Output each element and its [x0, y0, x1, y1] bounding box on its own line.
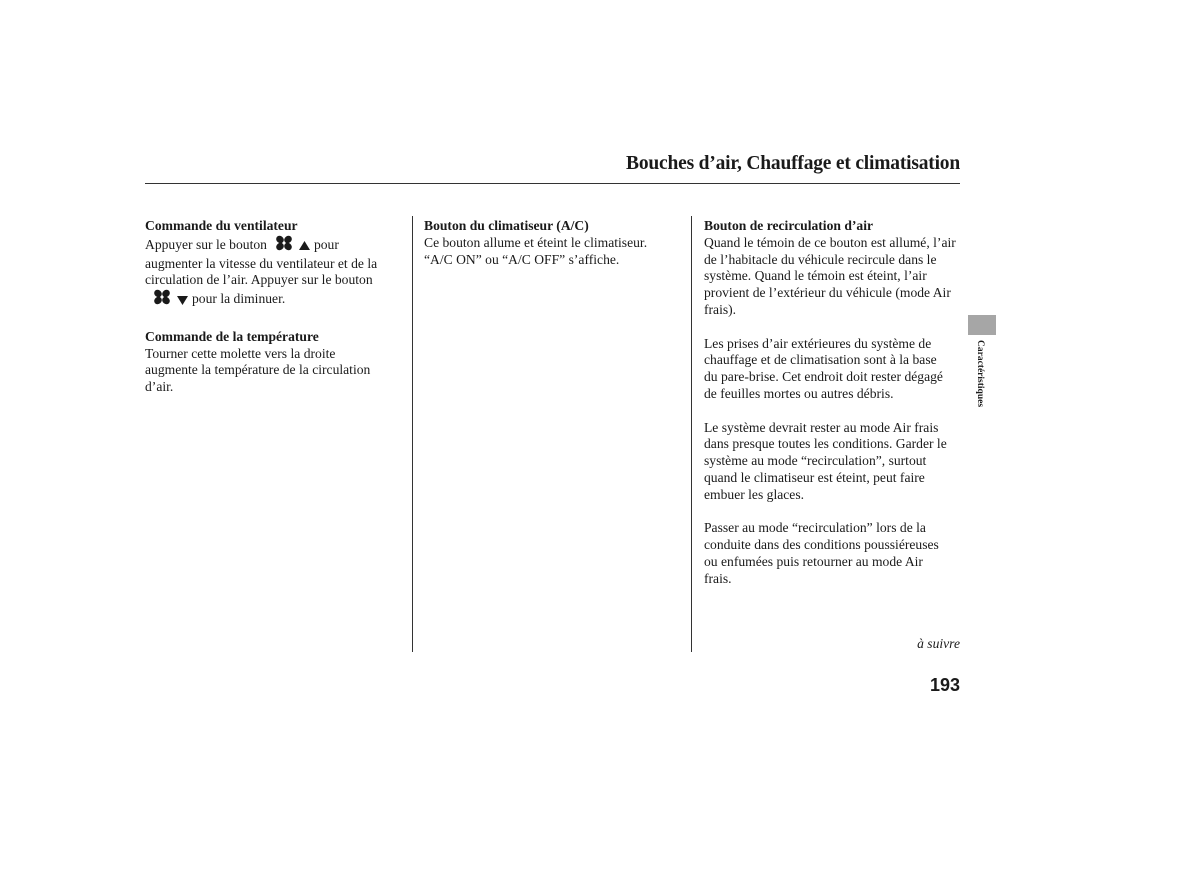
continued-label: à suivre	[917, 636, 960, 651]
text-line: de l’habitacle du véhicule recircule dans le	[704, 251, 937, 267]
text-line: provient de l’extérieur du véhicule (mode Air	[704, 285, 951, 301]
fan-text-line: augmenter la vitesse du ventilateur et de la	[145, 255, 378, 271]
fan-control-text	[145, 235, 395, 310]
fan-text-fragment: pour la diminuer.	[192, 291, 286, 307]
ac-text-line: “A/C ON” ou “A/C OFF” s’affiche.	[424, 251, 620, 267]
paragraph-gap	[704, 403, 964, 420]
text-line: Les prises d’air extérieures du système de	[704, 335, 932, 351]
fan-icon	[275, 235, 293, 256]
paragraph-gap	[704, 319, 964, 336]
recirculation-paragraph-4	[704, 520, 964, 587]
text-line: quand le climatiseur est éteint, peut faire	[704, 469, 925, 485]
fan-text-fragment: pour	[313, 236, 339, 252]
text-line: embuer les glaces.	[704, 486, 805, 502]
recirculation-heading: Bouton de recirculation d’air	[704, 218, 874, 233]
recirculation-paragraph-1	[704, 235, 964, 319]
column-divider	[691, 216, 692, 652]
fan-text-fragment: Appuyer sur le bouton	[145, 236, 267, 252]
column-fan-temperature	[145, 216, 395, 396]
page-title: Bouches d’air, Chauffage et climatisation	[626, 153, 960, 174]
column-recirculation	[704, 216, 964, 588]
triangle-up-icon	[299, 239, 310, 256]
text-line: dans presque toutes les conditions. Garder le	[704, 436, 947, 452]
temperature-control-heading: Commande de la température	[145, 328, 319, 344]
text-line: frais.	[704, 570, 732, 586]
ac-button-heading: Bouton du climatiseur (A/C)	[424, 218, 589, 233]
recirculation-paragraph-2	[704, 336, 964, 403]
recirculation-paragraph-3	[704, 420, 964, 504]
title-divider	[145, 183, 960, 184]
text-line: frais).	[704, 301, 737, 317]
text-line: Passer au mode “recirculation” lors de la	[704, 520, 926, 536]
triangle-down-icon	[177, 293, 188, 310]
fan-text-line	[145, 235, 395, 256]
text-line: Quand le témoin de ce bouton est allumé, l’air	[704, 234, 956, 250]
text-line: chauffage et de climatisation sont à la base	[704, 352, 937, 368]
paragraph-gap	[704, 504, 964, 521]
section-label: Caractéristiques	[975, 340, 985, 408]
ac-text-line: Ce bouton allume et éteint le climatiseur.	[424, 234, 648, 250]
text-line: ou enfumées puis retourner au mode Air	[704, 553, 923, 569]
text-line: Le système devrait rester au mode Air frais	[704, 419, 939, 435]
paragraph-gap	[145, 310, 395, 327]
section-tab	[968, 315, 996, 335]
temperature-text-line: d’air.	[145, 379, 174, 395]
text-line: système. Quand le témoin est éteint, l’air	[704, 268, 927, 284]
fan-icon	[153, 289, 171, 310]
fan-text-line	[145, 289, 395, 310]
temperature-text-line: augmente la température de la circulation	[145, 362, 371, 378]
text-line: conduite dans des conditions poussiéreuses	[704, 537, 939, 553]
column-ac	[424, 216, 679, 268]
temperature-text-line: Tourner cette molette vers la droite	[145, 345, 336, 361]
page-number: 193	[929, 675, 960, 695]
text-line: système au mode “recirculation”, surtout	[704, 453, 927, 469]
text-line: du pare-brise. Cet endroit doit rester dégagé	[704, 369, 943, 385]
column-divider	[412, 216, 413, 652]
text-line: de feuilles mortes ou autres débris.	[704, 385, 894, 401]
fan-control-heading: Commande du ventilateur	[145, 218, 298, 233]
fan-text-line: circulation de l’air. Appuyer sur le bouton	[145, 272, 373, 288]
